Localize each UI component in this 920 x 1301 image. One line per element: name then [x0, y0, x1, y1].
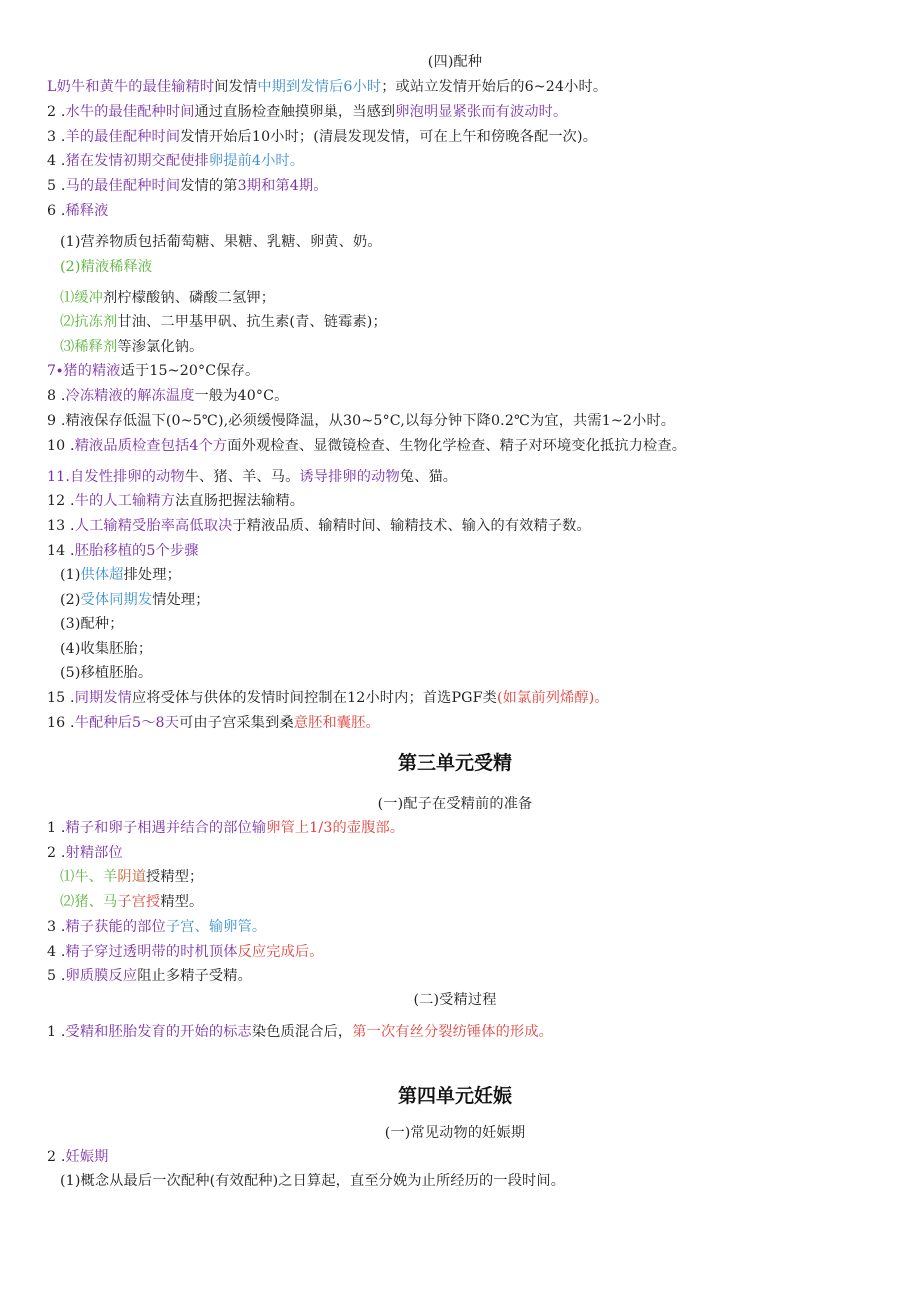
list-item — [47, 467, 457, 487]
text-segment: 1 . — [47, 820, 66, 836]
text-segment: 马的最佳配种时间 — [65, 178, 181, 194]
list-item — [47, 386, 289, 406]
text-segment: 精子和卵子相遇并结合的部位输 — [65, 820, 267, 836]
list-item — [47, 942, 324, 962]
text-segment: ⑵猪、马 — [60, 894, 118, 910]
subsection-heading: (二)受精过程 — [413, 992, 497, 1008]
text-segment: 精子穿过透明带的时机顶体 — [65, 944, 238, 960]
list-item — [60, 590, 210, 610]
text-segment: 10 . — [47, 438, 75, 454]
section-heading-peizhong: (四)配种 — [427, 54, 483, 70]
text-segment: ⑴牛、羊 — [60, 869, 118, 885]
text-segment: 13 . — [47, 518, 75, 534]
list-item — [47, 411, 675, 431]
text-segment: 子宫授 — [117, 894, 161, 910]
text-segment: 卵提前4小时。 — [208, 153, 305, 169]
text-segment: 8 . — [47, 388, 66, 404]
text-segment: (如氯前列烯醇)。 — [497, 690, 609, 706]
text-segment: (5)移植胚胎。 — [60, 665, 153, 681]
text-segment: 羊的最佳配种时间 — [65, 129, 181, 145]
text-segment: 通过直肠检查触摸卵巢，当感到 — [194, 104, 396, 120]
text-segment: 阻止多精子受精。 — [137, 968, 252, 984]
text-segment: 2 . — [47, 1149, 66, 1165]
text-segment: (2) — [60, 592, 81, 608]
list-item — [47, 176, 328, 196]
text-segment: 水牛的最佳配种时间 — [65, 104, 195, 120]
list-item — [60, 257, 152, 277]
list-item — [47, 436, 686, 456]
text-segment: 14 . — [47, 543, 75, 559]
text-segment: 卵泡明显紧张而有波动时。 — [395, 104, 568, 120]
text-segment: 射精部位 — [65, 845, 123, 861]
list-item — [47, 1147, 109, 1167]
text-segment: 6 . — [47, 203, 66, 219]
list-item — [47, 127, 597, 147]
list-item — [60, 288, 275, 308]
list-item — [47, 77, 607, 97]
text-segment: 子宫、输卵管。 — [165, 919, 267, 935]
text-segment: 兔、猫。 — [399, 469, 458, 485]
text-segment: 7∙猪的精液 — [47, 363, 121, 379]
list-item — [60, 663, 152, 683]
list-item — [60, 232, 382, 252]
list-item — [60, 892, 203, 912]
text-segment: 5 . — [47, 178, 66, 194]
text-segment: 等渗氯化钠。 — [117, 339, 204, 355]
text-segment: 人工输精受胎率高低取决 — [74, 518, 233, 534]
text-segment: 排处理； — [123, 567, 181, 583]
text-segment: 3期和第4期。 — [237, 178, 328, 194]
text-segment: 1 . — [47, 1024, 66, 1040]
text-segment: 精液品质检查包括4个方 — [74, 438, 228, 454]
text-segment: 2 . — [47, 104, 66, 120]
list-item — [47, 1022, 553, 1042]
text-segment: ⑶稀释剂 — [60, 339, 118, 355]
list-item — [60, 565, 181, 585]
text-segment: 3 . — [47, 129, 66, 145]
unit-title-pregnancy: 第四单元妊娠 — [397, 1085, 512, 1107]
list-item — [47, 516, 591, 536]
text-segment: ⑵抗冻剂 — [60, 314, 118, 330]
list-item — [47, 151, 304, 171]
text-segment: 可由子宫采集到桑 — [179, 715, 294, 731]
text-segment: 于精液品质、输精时间、输精技术、输入的有效精子数。 — [232, 518, 591, 534]
text-segment: 15 . — [47, 690, 75, 706]
text-segment: 一般为40°C。 — [194, 388, 289, 404]
text-segment: (2)精液稀释液 — [60, 259, 153, 275]
list-item — [47, 966, 252, 986]
text-segment: 稀释液 — [65, 203, 109, 219]
text-segment: 冷冻精液的解冻温度 — [65, 388, 195, 404]
text-segment: 中期到发情后6小时 — [257, 79, 382, 95]
text-segment: 精子获能的部位 — [65, 919, 166, 935]
text-segment: (1) — [60, 567, 81, 583]
text-segment: 11.自发性排卵的动物 — [47, 469, 185, 485]
text-segment: ；或站立发情开始后的6~24小时。 — [381, 79, 608, 95]
text-segment: 4 . — [47, 944, 66, 960]
text-segment: 面外观检查、显微镜检查、生物化学检查、精子对环境变化抵抗力检查。 — [227, 438, 687, 454]
text-segment: 卵管上1/3的壶腹部。 — [266, 820, 405, 836]
text-segment: 4 . — [47, 153, 66, 169]
text-segment: 情处理； — [152, 592, 210, 608]
list-item — [47, 917, 266, 937]
text-segment: 阴道 — [117, 869, 147, 885]
text-segment: 法直肠把握法输精。 — [175, 493, 305, 509]
text-segment: 猪在发情初期交配使排 — [65, 153, 209, 169]
list-item — [47, 102, 567, 122]
text-segment: 卵质膜反应 — [65, 968, 138, 984]
text-segment: 胚胎移植的5个步骤 — [74, 543, 199, 559]
text-segment: (1)营养物质包括葡萄糖、果糖、乳糖、卵黄、奶。 — [60, 234, 382, 250]
text-segment: 16 . — [47, 715, 75, 731]
list-item — [47, 688, 609, 708]
text-segment: 5 . — [47, 968, 66, 984]
text-segment: 应将受体与供体的发情时间控制在12小时内；首选PGF类 — [132, 690, 497, 706]
text-segment: 发情开始后10小时；(清晨发现发情，可在上午和傍晚各配一次)。 — [180, 129, 598, 145]
text-segment: (1)概念从最后一次配种(有效配种)之日算起，直至分娩为止所经历的一段时间。 — [60, 1173, 566, 1189]
list-item — [60, 312, 387, 332]
text-segment: 发情的第 — [180, 178, 238, 194]
text-segment: 剂柠檬酸钠、磷酸二氢钾； — [103, 290, 276, 306]
text-segment: 反应完成后。 — [237, 944, 324, 960]
text-segment: 授精型； — [146, 869, 204, 885]
text-segment: 同期发情 — [74, 690, 133, 706]
list-item — [47, 201, 109, 221]
text-segment: 12 . — [47, 493, 75, 509]
subsection-heading: (一)常见动物的妊娠期 — [384, 1125, 526, 1141]
text-segment: 间发情 — [214, 79, 258, 95]
text-segment: 第一次有丝分裂纺锤体的形成。 — [352, 1024, 553, 1040]
text-segment: 牛配种后5〜8天 — [74, 715, 180, 731]
list-item — [60, 337, 203, 357]
list-item — [60, 1171, 565, 1191]
text-segment: 意胚和囊胚。 — [293, 715, 380, 731]
list-item — [60, 867, 203, 887]
unit-title-fertilization: 第三单元受精 — [397, 752, 512, 774]
text-segment: 2 . — [47, 845, 66, 861]
text-segment: (4)收集胚胎； — [60, 641, 153, 657]
list-item — [47, 541, 199, 561]
text-segment: 诱导排卵的动物 — [299, 469, 400, 485]
list-item — [47, 491, 304, 511]
list-item — [47, 843, 123, 863]
text-segment: 牛的人工输精方 — [74, 493, 176, 509]
text-segment: (3)配种； — [60, 616, 124, 632]
text-segment: 供体超 — [80, 567, 124, 583]
text-segment: ⑴缓冲 — [60, 290, 104, 306]
list-item — [60, 614, 124, 634]
text-segment: 精型。 — [160, 894, 204, 910]
text-segment: 甘油、二甲基甲矾、抗生素(青、链霉素)； — [117, 314, 387, 330]
text-segment: 受体同期发 — [80, 592, 153, 608]
list-item — [60, 639, 152, 659]
text-segment: L奶牛和黄牛的最佳输精时 — [47, 79, 215, 95]
text-segment: 牛、猪、羊、马。 — [184, 469, 300, 485]
list-item — [47, 713, 380, 733]
text-segment: 适于15~20°C保存。 — [120, 363, 260, 379]
subsection-heading: (一)配子在受精前的准备 — [377, 796, 533, 812]
list-item — [47, 818, 404, 838]
text-segment: 受精和胚胎发育的开始的标志 — [65, 1024, 252, 1040]
text-segment: 妊娠期 — [65, 1149, 109, 1165]
text-segment: 染色质混合后， — [251, 1024, 353, 1040]
text-segment: 3 . — [47, 919, 66, 935]
text-segment: 9 .精液保存低温下(0~5℃),必须缓慢降温，从30~5°C,以每分钟下降0.2℃为宜，共需1~2小时。 — [47, 413, 676, 429]
list-item — [47, 361, 259, 381]
